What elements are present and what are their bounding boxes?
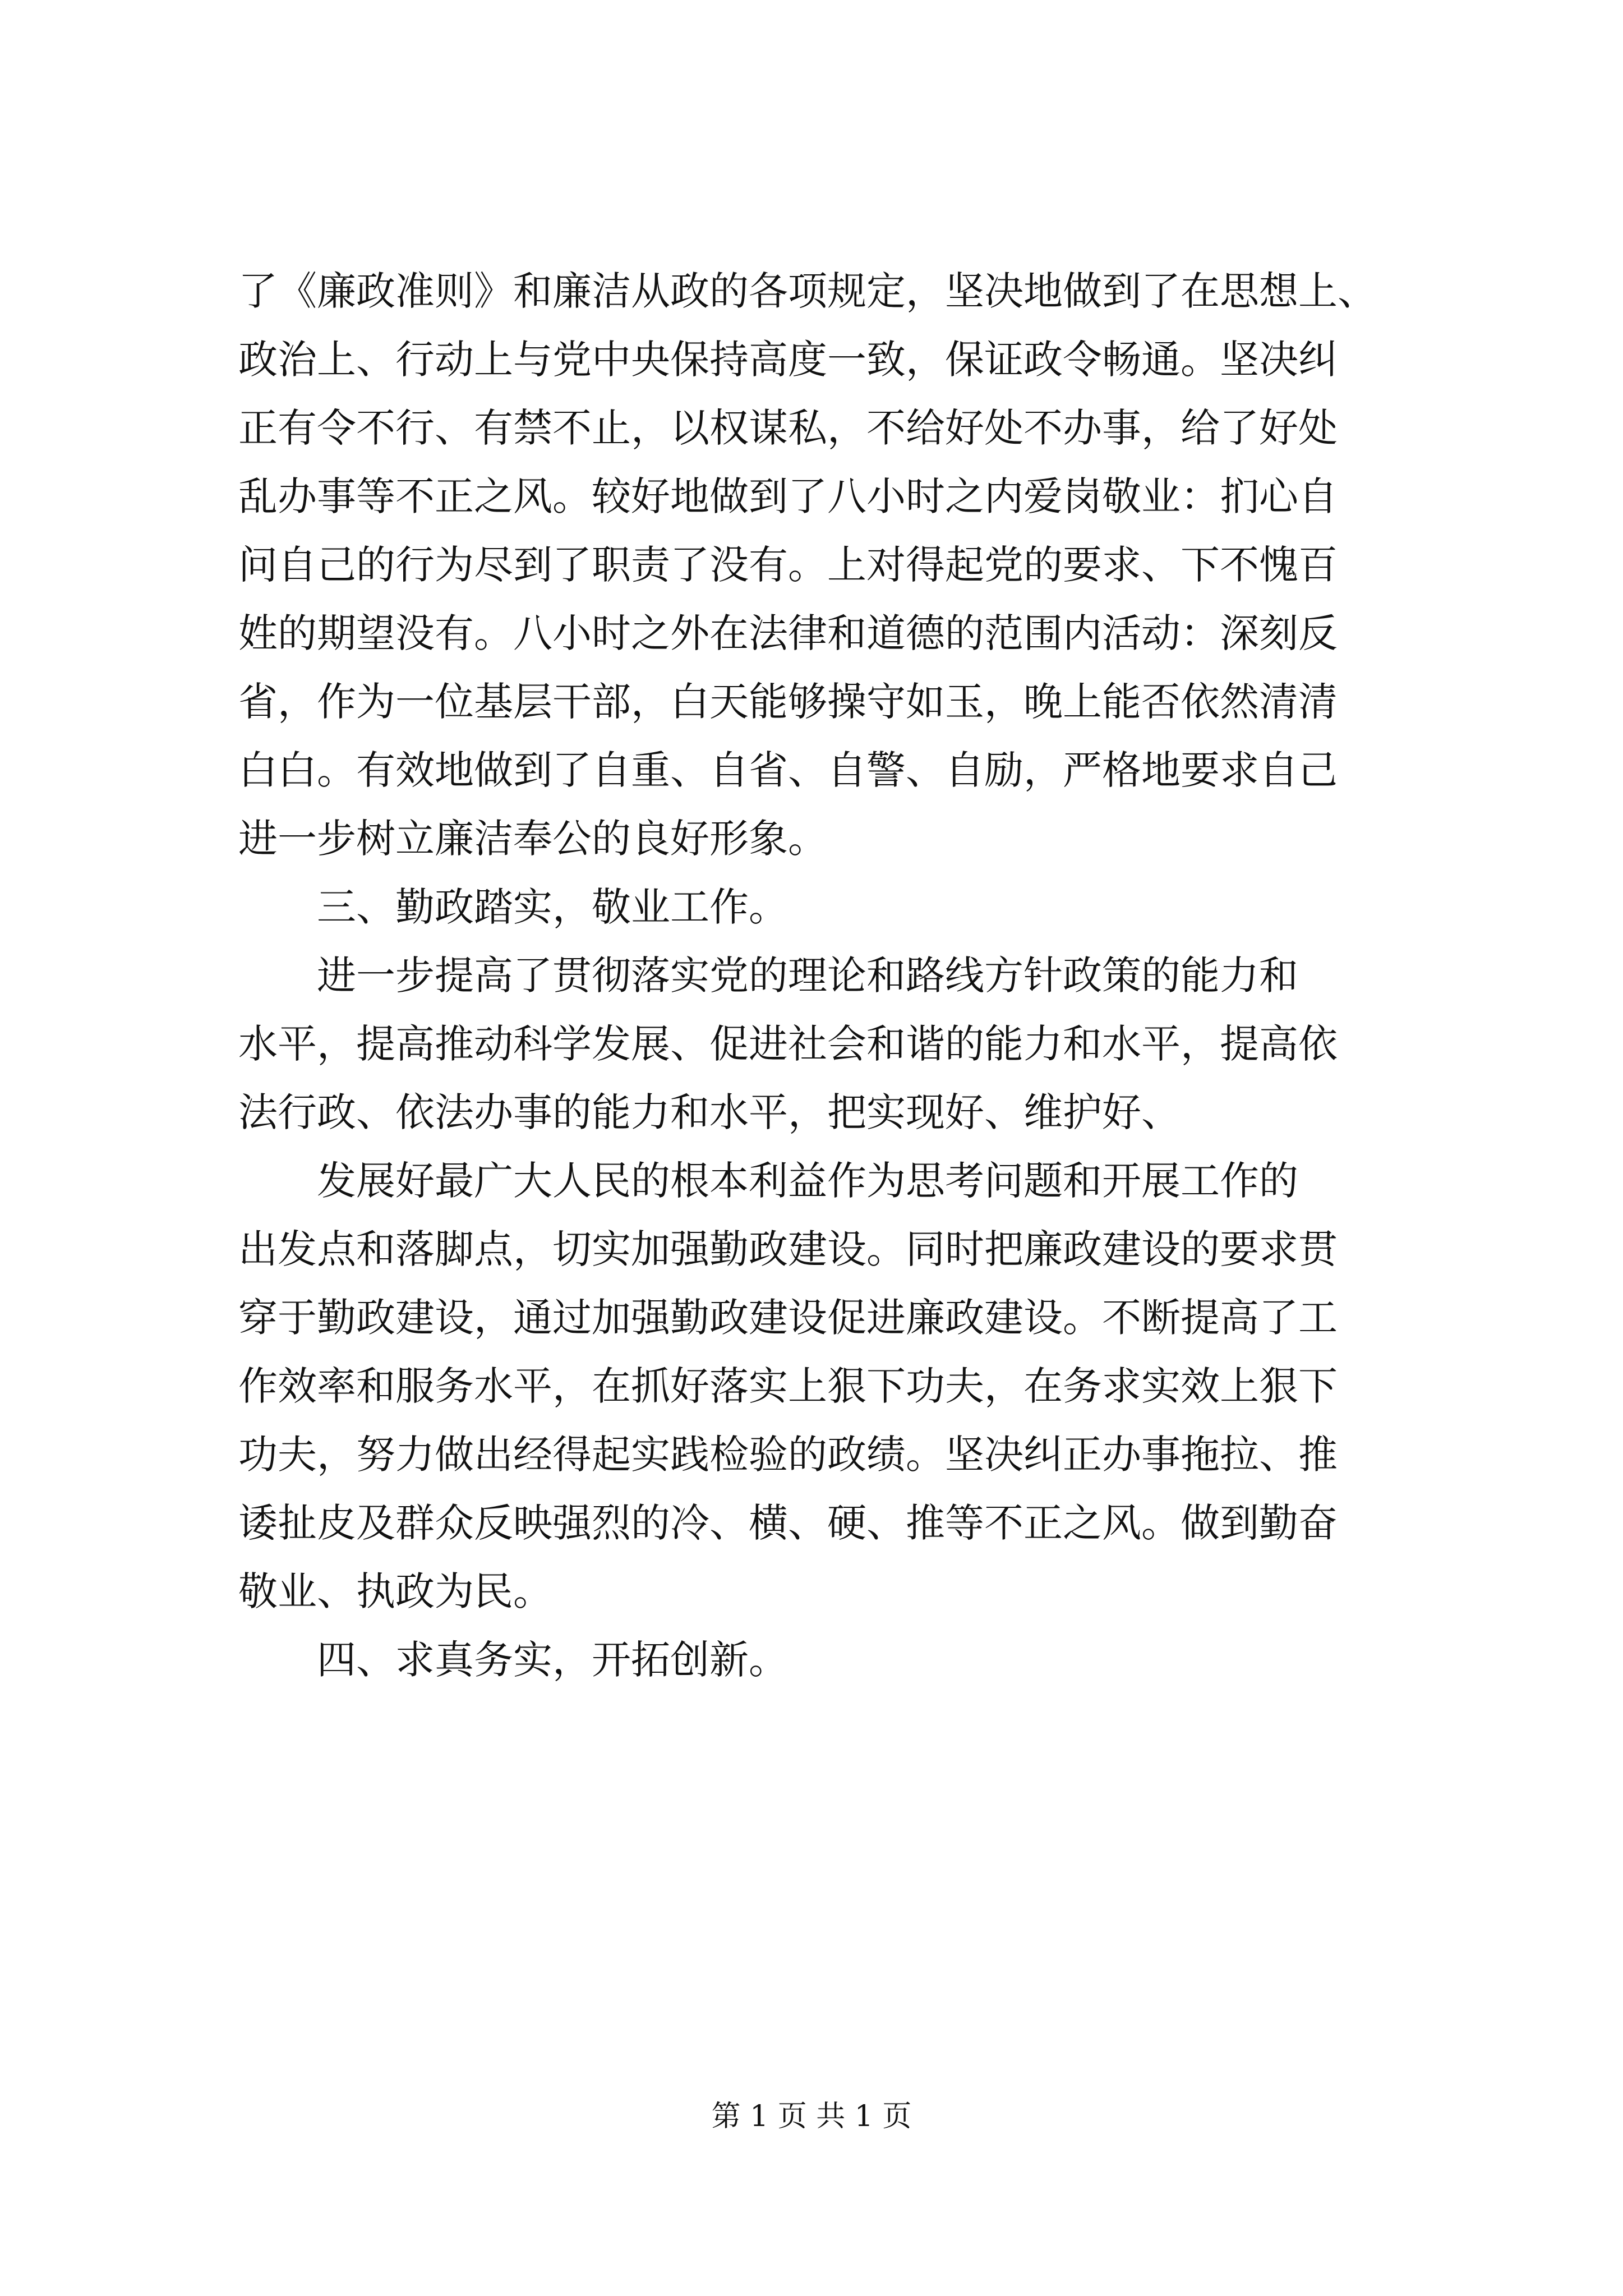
text-line: 白白。有效地做到了自重、自省、自警、自励，严格地要求自己 bbox=[238, 747, 1338, 793]
text-line: 穿于勤政建设，通过加强勤政建设促进廉政建设。不断提高了工 bbox=[238, 1295, 1338, 1341]
paragraph-start-line: 发展好最广大人民的根本利益作为思考问题和开展工作的 bbox=[317, 1158, 1298, 1204]
text-line: 省，作为一位基层干部，白天能够操守如玉，晚上能否依然清清 bbox=[238, 679, 1338, 725]
text-line: 敬业、执政为民。 bbox=[238, 1568, 552, 1614]
text-line: 出发点和落脚点，切实加强勤政建设。同时把廉政建设的要求贯 bbox=[238, 1226, 1338, 1272]
document-body bbox=[238, 257, 1433, 1694]
text-line: 诿扯皮及群众反映强烈的冷、横、硬、推等不正之风。做到勤奋 bbox=[238, 1500, 1338, 1546]
text-line: 姓的期望没有。八小时之外在法律和道德的范围内活动：深刻反 bbox=[238, 610, 1338, 656]
text-line: 进一步树立廉洁奉公的良好形象。 bbox=[238, 816, 827, 862]
text-line: 了《廉政准则》和廉洁从政的各项规定，坚决地做到了在思想上、 bbox=[238, 268, 1377, 314]
page-footer: 第 1 页 共 1 页 bbox=[711, 2100, 912, 2133]
text-line: 作效率和服务水平，在抓好落实上狠下功夫，在务求实效上狠下 bbox=[238, 1363, 1338, 1409]
text-line: 问自己的行为尽到了职责了没有。上对得起党的要求、下不愧百 bbox=[238, 542, 1338, 588]
text-line: 正有令不行、有禁不止，以权谋私，不给好处不办事，给了好处 bbox=[238, 405, 1338, 451]
text-line: 政治上、行动上与党中央保持高度一致，保证政令畅通。坚决纠 bbox=[238, 337, 1338, 383]
section-heading: 三、勤政踏实，敬业工作。 bbox=[317, 884, 788, 930]
text-line: 功夫，努力做出经得起实践检验的政绩。坚决纠正办事拖拉、推 bbox=[238, 1432, 1338, 1478]
text-line: 法行政、依法办事的能力和水平，把实现好、维护好、 bbox=[238, 1089, 1181, 1135]
section-heading: 四、求真务实，开拓创新。 bbox=[317, 1637, 788, 1683]
text-line: 乱办事等不正之风。较好地做到了八小时之内爱岗敬业：扪心自 bbox=[238, 473, 1338, 519]
text-line: 水平，提高推动科学发展、促进社会和谐的能力和水平，提高依 bbox=[238, 1021, 1338, 1067]
paragraph-start-line: 进一步提高了贯彻落实党的理论和路线方针政策的能力和 bbox=[317, 953, 1298, 999]
